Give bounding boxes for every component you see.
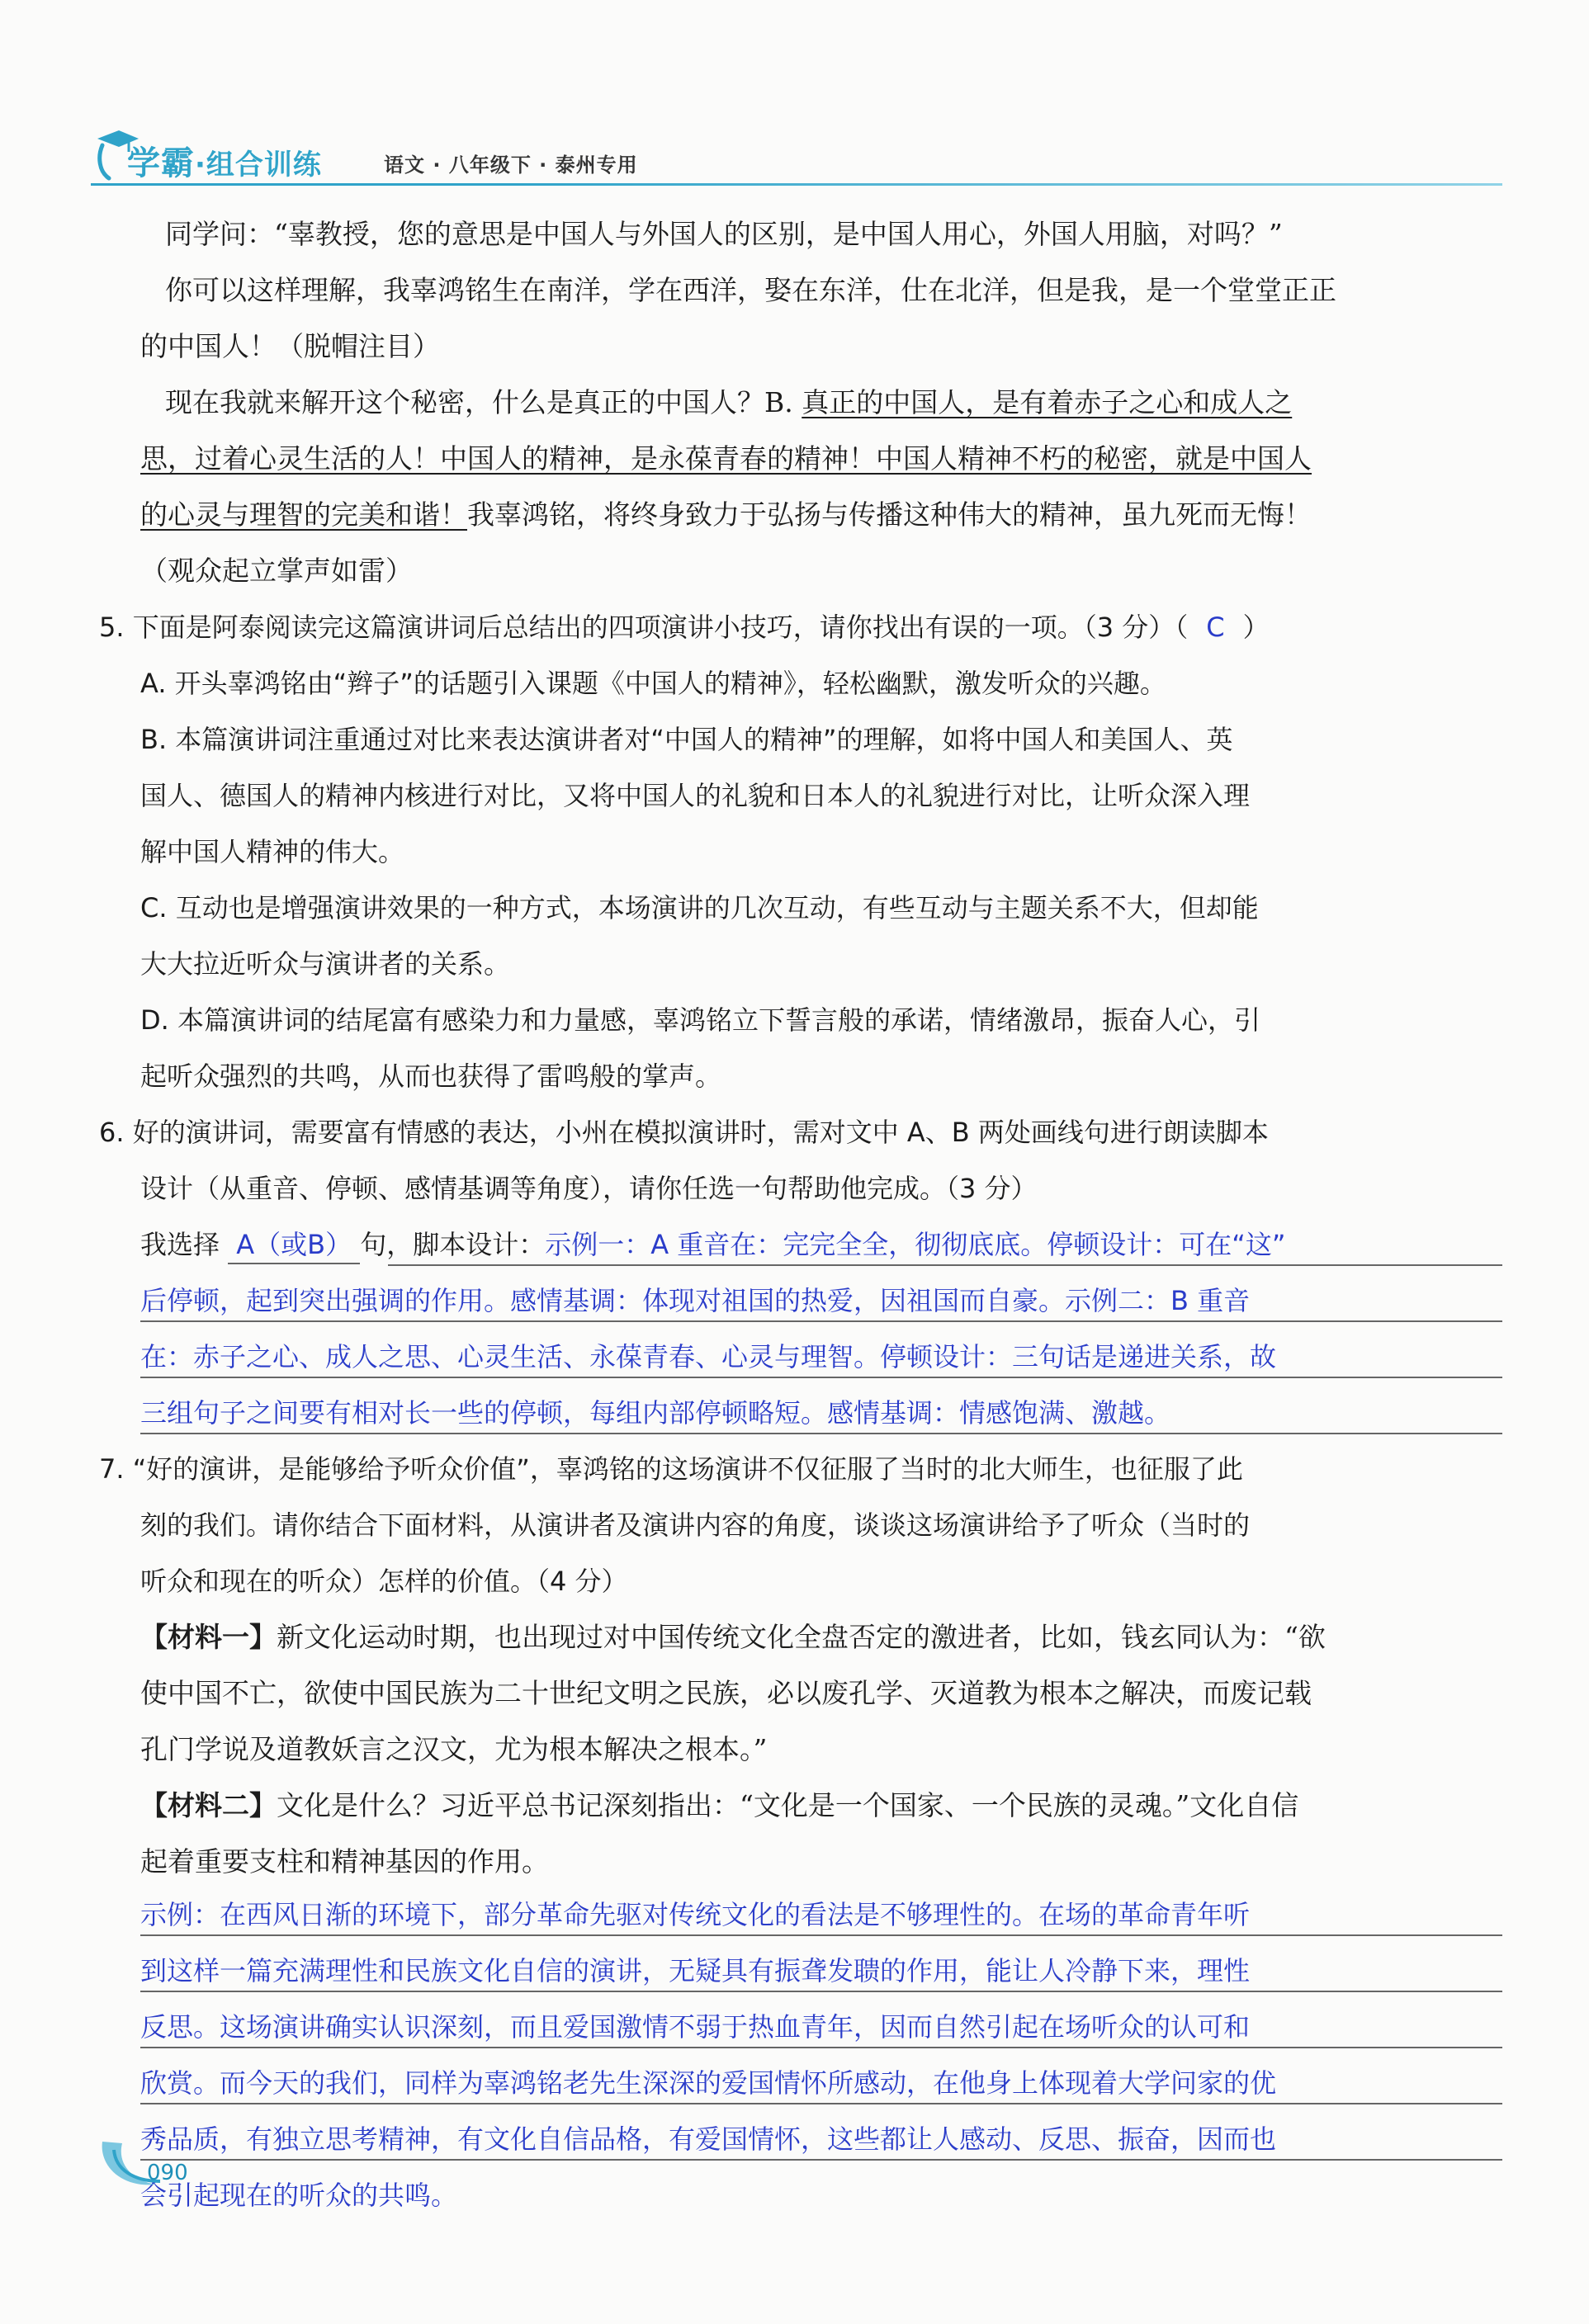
question-6-fill	[140, 1226, 1285, 1264]
option-c: C. 互动也是增强演讲效果的一种方式，本场演讲的几次互动，有些互动与主题关系不大，但却能	[140, 892, 1259, 923]
option-b: B. 本篇演讲词注重通过对比来表达演讲者对“中国人的精神”的理解，如将中国人和美国人、英	[140, 724, 1233, 755]
option-d: D. 本篇演讲词的结尾富有感染力和力量感，辜鸿铭立下誓言般的承诺，情绪激昂，振奋人心，引	[140, 1004, 1260, 1036]
material-label: 【材料二】	[140, 1789, 277, 1821]
answer-rule	[140, 1377, 1502, 1378]
material-one: 孔门学说及道教妖言之汉文，尤为根本解决之根本。”	[140, 1733, 768, 1765]
answer-text: 反思。这场演讲确实认识深刻，而且爱国激情不弱于热血青年，因而自然引起在场听众的认可和	[140, 2011, 1251, 2043]
question-5-stem	[99, 609, 1270, 645]
header-divider	[91, 183, 1502, 186]
answer-text: 在：赤子之心、成人之思、心灵生活、永葆青春、心灵与理智。停顿设计：三句话是递进关系，故	[140, 1341, 1277, 1372]
answer-text: 三组句子之间要有相对长一些的停顿，每组内部停顿略短。感情基调：情感饱满、激越。	[140, 1397, 1171, 1429]
question-7-stem: 听众和现在的听众）怎样的价值。（4 分）	[140, 1566, 628, 1597]
option-c: 大大拉近听众与演讲者的关系。	[140, 948, 511, 980]
page-header	[91, 124, 1502, 190]
answer-text: 到这样一篇充满理性和民族文化自信的演讲，无疑具有振聋发聩的作用，能让人冷静下来，理性	[140, 1955, 1251, 1986]
material-two	[140, 1788, 1298, 1824]
option-d: 起听众强烈的共鸣，从而也获得了雷鸣般的掌声。	[140, 1060, 722, 1092]
answer-rule	[140, 1991, 1502, 1992]
answer-text: 欣赏。而今天的我们，同样为辜鸿铭老先生深深的爱国情怀所感动，在他身上体现着大学问家的优	[140, 2067, 1277, 2099]
answer-rule	[140, 1433, 1502, 1434]
book-meta: 语文 · 八年级下 · 泰州专用	[384, 154, 638, 177]
passage-line: 同学问：“辜教授，您的意思是中国人与外国人的区别，是中国人用心，外国人用脑，对吗？”	[165, 218, 1283, 250]
question-text: 5. 下面是阿泰阅读完这篇演讲词后总结出的四项演讲小技巧，请你找出有误的一项。（3 分）（	[99, 612, 1189, 643]
option-a: A. 开头辜鸿铭由“辫子”的话题引入课题《中国人的精神》，轻松幽默，激发听众的兴趣。	[140, 668, 1166, 699]
underlined-sentence-b: 思，过着心灵生活的人！中国人的精神，是永葆青春的精神！中国人精神不朽的秘密，就是中国人	[140, 442, 1312, 475]
answer-text: 示例：在西风日渐的环境下，部分革命先驱对传统文化的看法是不够理性的。在场的革命青年听	[140, 1899, 1251, 1930]
answer-rule	[140, 1320, 1502, 1322]
fill-prefix: 我选择	[140, 1229, 220, 1260]
material-one: 使中国不亡，欲使中国民族为二十世纪文明之民族，必以废孔学、灭道教为根本之解决，而废记载	[140, 1677, 1312, 1709]
answer-rule	[388, 1264, 1502, 1266]
chosen-sentence: A（或B）	[228, 1226, 360, 1264]
answer-rule	[140, 2159, 1502, 2161]
material-text: 文化是什么？习近平总书记深刻指出：“文化是一个国家、一个民族的灵魂。”文化自信	[277, 1789, 1299, 1821]
answer-rule	[140, 2047, 1502, 2048]
fill-label: 句，脚本设计：	[360, 1229, 546, 1260]
material-text: 新文化运动时期，也出现过对中国传统文化全盘否定的激进者，比如，钱玄同认为：“欲	[277, 1621, 1326, 1653]
answer-choice: C	[1206, 612, 1225, 643]
page-number: 090	[147, 2161, 188, 2185]
question-7-stem: 7. “好的演讲，是能够给予听众价值”，辜鸿铭的这场演讲不仅征服了当时的北大师生，也征服了此	[99, 1453, 1243, 1485]
brand-subtitle: ·组合训练	[195, 149, 322, 182]
passage-line	[165, 385, 1292, 421]
material-two: 起着重要支柱和精神基因的作用。	[140, 1845, 549, 1878]
passage-text: 现在我就来解开这个秘密，什么是真正的中国人？B.	[165, 386, 802, 418]
bracket-close: ）	[1242, 612, 1270, 643]
answer-text: 会引起现在的听众的共鸣。	[140, 2180, 458, 2211]
option-b: 国人、德国人的精神内核进行对比，又将中国人的礼貌和日本人的礼貌进行对比，让听众深入理	[140, 780, 1251, 811]
question-6-stem: 6. 好的演讲词，需要富有情感的表达，小州在模拟演讲时，需对文中 A、B 两处画线句进行朗读脚本	[99, 1117, 1269, 1148]
option-b: 解中国人精神的伟大。	[140, 836, 405, 867]
answer-rule	[140, 2103, 1502, 2104]
answer-text: 示例一：A 重音在：完完全全，彻彻底底。停顿设计：可在“这”	[545, 1229, 1286, 1260]
passage-text: 我辜鸿铭，将终身致力于弘扬与传播这种伟大的精神，虽九死而无悔！	[467, 498, 1312, 531]
underlined-sentence-b: 的心灵与理智的完美和谐！	[140, 498, 467, 531]
passage-line: 你可以这样理解，我辜鸿铭生在南洋，学在西洋，娶在东洋，仕在北洋，但是我，是一个堂堂正正	[165, 274, 1336, 306]
passage-line: 的中国人！（脱帽注目）	[140, 330, 440, 362]
question-7-stem: 刻的我们。请你结合下面材料，从演讲者及演讲内容的角度，谈谈这场演讲给予了听众（当时的	[140, 1509, 1251, 1541]
brand-title	[127, 137, 322, 184]
answer-rule	[140, 1934, 1502, 1936]
brand-name: 学霸	[127, 144, 195, 182]
passage-line	[140, 497, 1312, 533]
answer-text: 秀品质，有独立思考精神，有文化自信品格，有爱国情怀，这些都让人感动、反思、振奋，因而也	[140, 2123, 1277, 2155]
passage-line: （观众起立掌声如雷）	[140, 555, 413, 587]
underlined-sentence-b: 真正的中国人，是有着赤子之心和成人之	[802, 386, 1293, 418]
material-one	[140, 1619, 1326, 1656]
question-6-stem: 设计（从重音、停顿、感情基调等角度），请你任选一句帮助他完成。（3 分）	[140, 1173, 1038, 1204]
material-label: 【材料一】	[140, 1621, 277, 1653]
answer-text: 后停顿，起到突出强调的作用。感情基调：体现对祖国的热爱，因祖国而自豪。示例二：B 重音	[140, 1285, 1251, 1316]
